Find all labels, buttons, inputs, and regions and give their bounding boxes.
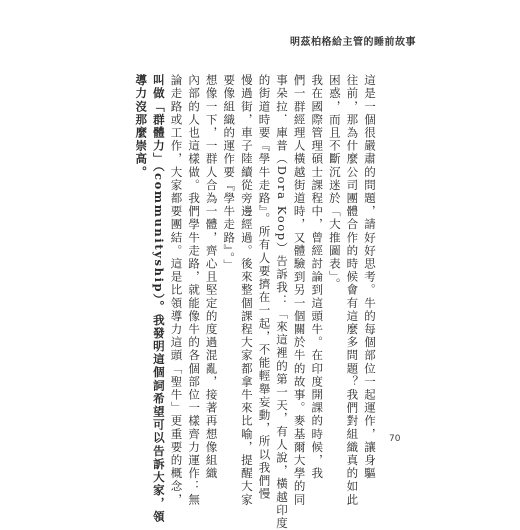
text-line: 論走路或工作，大家都要團結。這是比領導力這頭「聖牛」更重要的概念， [169,74,184,507]
text-line: 的街道時要『學牛走路』。所有人要擠在一起，不能輕舉妄動，所以我們慢 [257,74,272,501]
text-line: 想像一下，一群人合為一體，齊心且堅定的度過混亂，接著再想像組織 [204,74,219,481]
text-line: 慢過街，車子陸續從旁邊經過。後來整個課程大家都拿牛來比喻，提醒大家 [239,74,254,507]
text-line: 內部的人也這樣做。我們學牛走路，就能像牛的各個部位一樣齊力運作：無 [187,74,202,507]
running-header: 明茲柏格給主管的睡前故事 [290,37,416,48]
text-line: 們一群經理人橫越街道時，又體驗到另一個關於牛的故事。麥基爾大學的同 [292,74,307,507]
text-line: 要像組織的運作要『學牛走路』。」 [222,74,237,273]
text-line: 這是一個很嚴肅的問題，請好好思考。牛的每個部位一起運作，讓身驅 [363,74,377,481]
text-line: 我在國際管理碩士課程中，曾經討論到這頭牛。在印度開課的時候，我 [310,74,325,481]
body-text [132,74,378,530]
text-line: 事朵拉．庫普（Dora Koop）告訴我：「來這裡的第一天，有人說，橫越印度 [275,74,290,530]
page-number: 70 [389,434,401,444]
text-line: 往前，那為什麼公司團體合作的時候會有這麼多問題？我們對組織真的如此 [345,74,360,507]
text-line: 困惑，而且不斷沉迷於「大推圖表」。 [327,74,342,291]
text-line-bold: 叫做「群體力」（communityship）。我發明這個詞希望可以告訴大家，領 [151,74,166,524]
text-line-bold: 導力沒那麼崇高。 [134,74,149,179]
